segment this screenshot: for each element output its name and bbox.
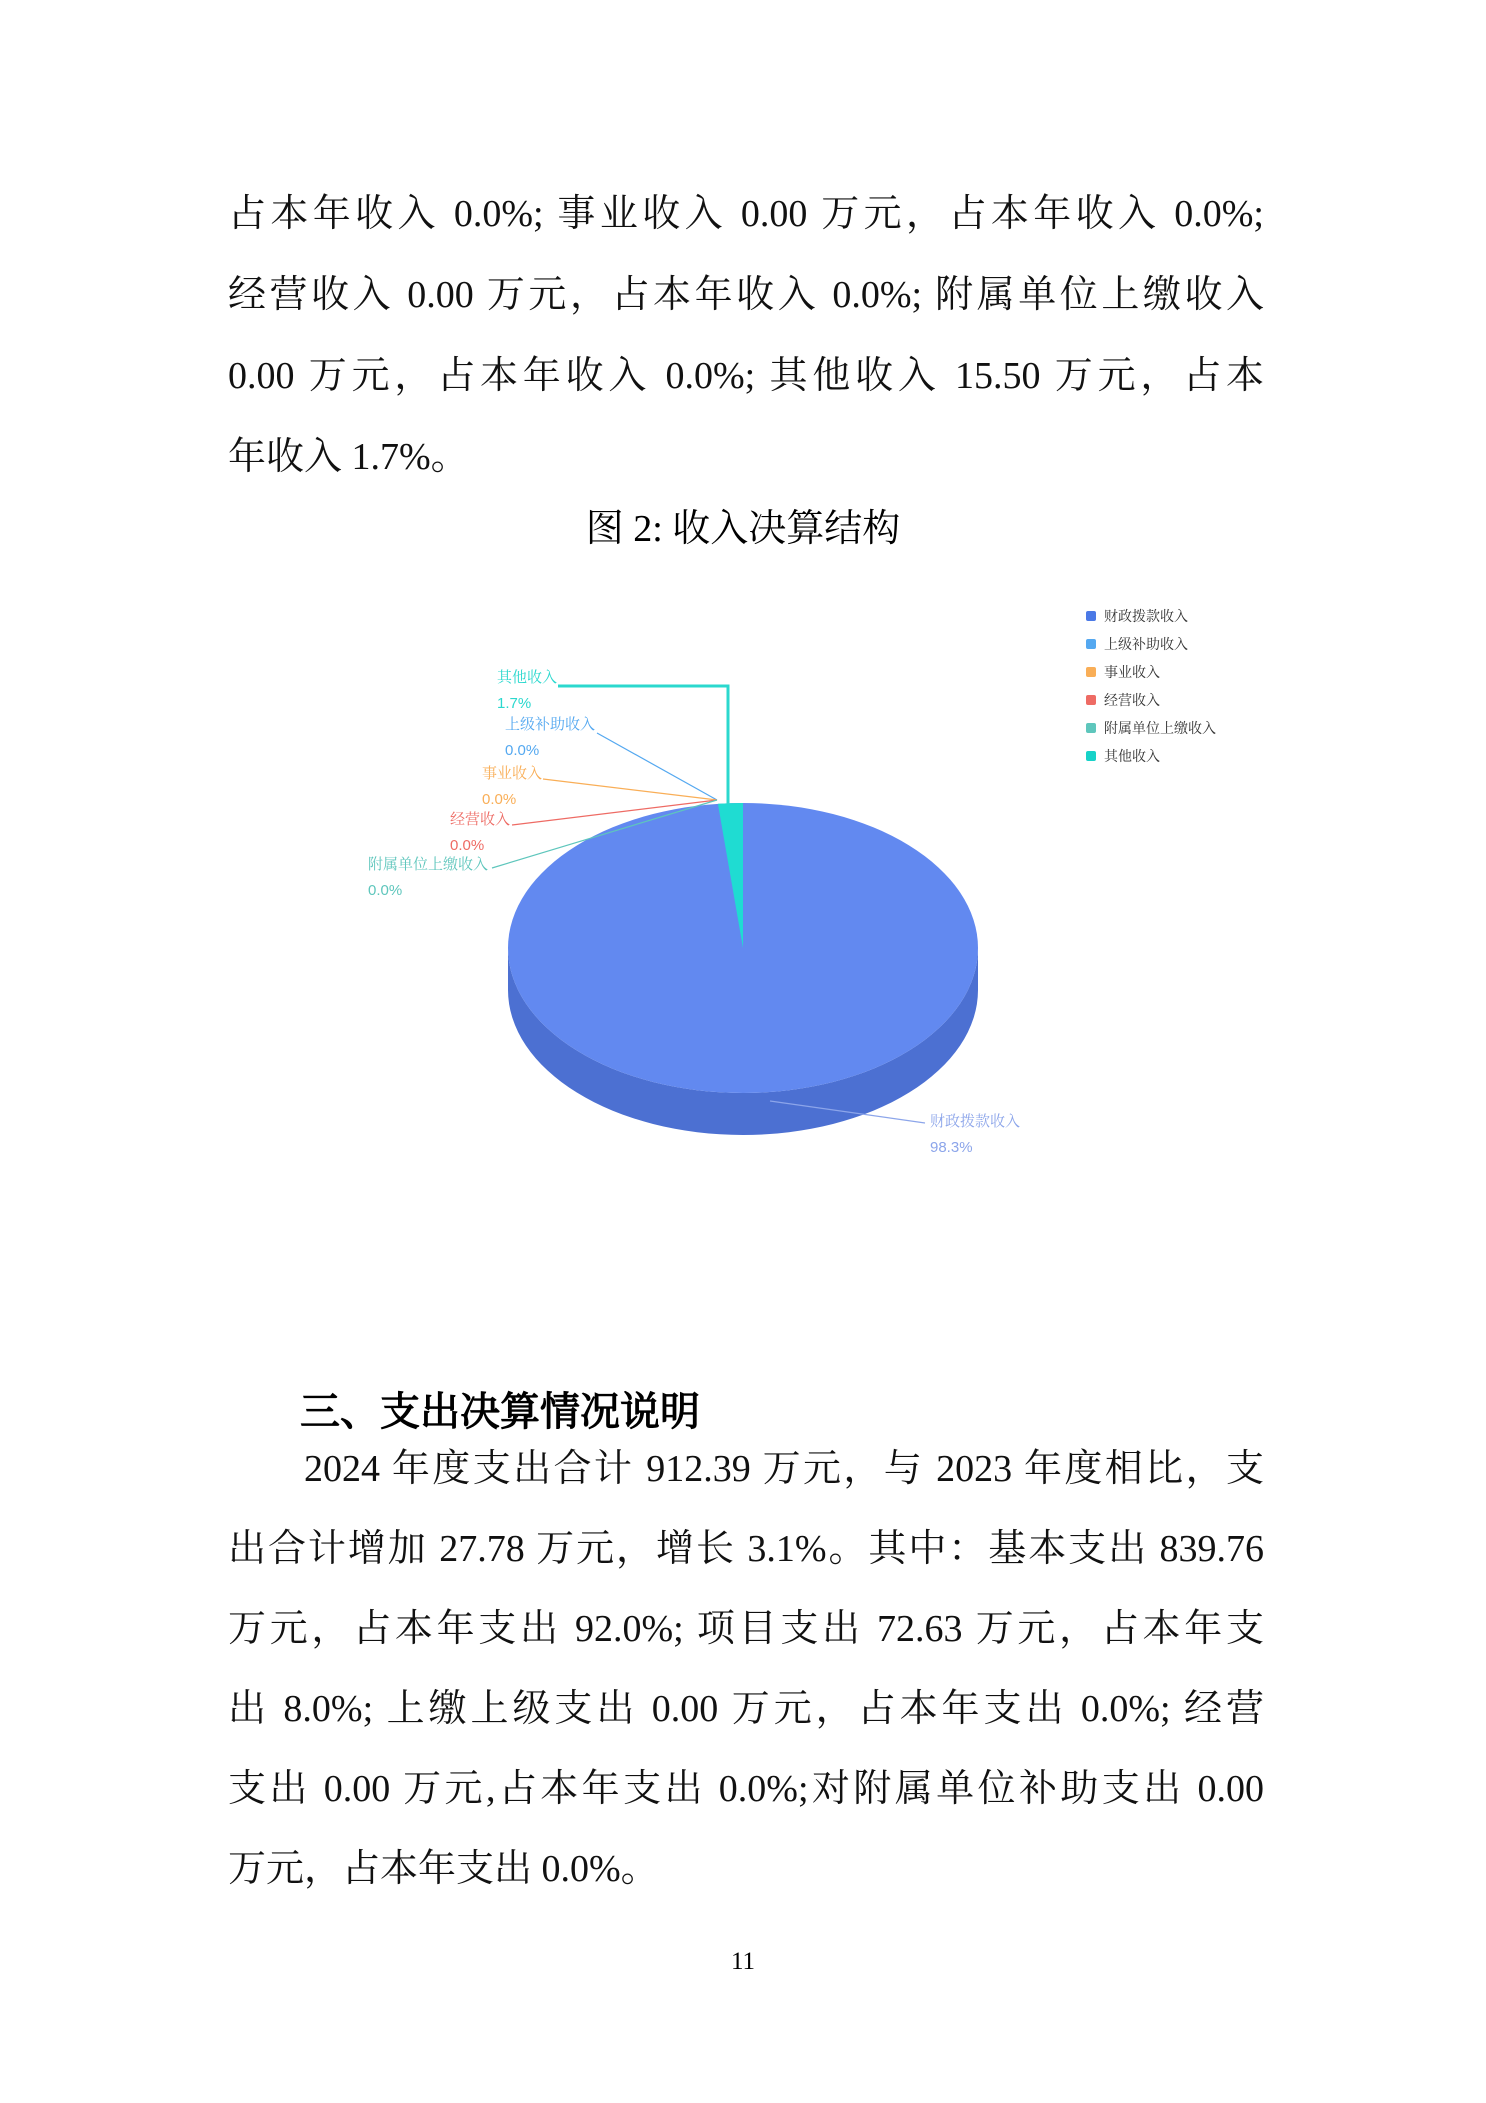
callout-percent: 98.3% [930,1139,973,1156]
callout-category: 事业收入 [482,765,543,782]
legend-item [1086,686,1216,714]
pie-callout-label [368,852,488,904]
legend-swatch-icon [1086,611,1096,621]
text-line: 占本年收入 0.0%; 事业收入 0.00 万元，占本年收入 0.0%; [228,193,1264,235]
pie-callout-label [930,1109,1020,1161]
callout-category: 附属单位上缴收入 [368,856,489,873]
callout-percent: 0.0% [368,882,403,899]
paragraph-expenditure [228,1429,1264,1909]
figure-caption: 图 2: 收入决算结构 [585,508,901,550]
callout-leader-line [597,733,717,800]
callout-category: 经营收入 [450,811,511,828]
callout-percent: 1.7% [497,695,532,712]
pie-chart-svg [0,560,1486,1220]
legend-swatch-icon [1086,723,1096,733]
paragraph-income [228,174,1264,498]
callout-leader-line [543,779,717,800]
legend-item [1086,742,1216,770]
text-line: 出合计增加 27.78 万元，增长 3.1%。其中：基本支出 839.76 [228,1528,1264,1570]
legend-label: 经营收入 [1104,692,1160,708]
text-line: 出 8.0%; 上缴上级支出 0.00 万元，占本年支出 0.0%; 经营 [228,1688,1264,1730]
legend-label: 上级补助收入 [1104,636,1188,652]
legend-swatch-icon [1086,751,1096,761]
income-pie-chart [0,560,1486,1220]
callout-percent: 0.0% [482,791,517,808]
callout-percent: 0.0% [505,742,540,759]
pie-callout-label [497,665,557,717]
text-line: 支出 0.00 万元,占本年支出 0.0%;对附属单位补助支出 0.00 [228,1768,1264,1810]
pie-callout-label [505,712,595,764]
chart-legend [1086,602,1216,770]
legend-label: 其他收入 [1104,748,1160,764]
legend-item [1086,714,1216,742]
section-heading: 三、支出决算情况说明 [300,1390,700,1434]
legend-item [1086,658,1216,686]
legend-swatch-icon [1086,667,1096,677]
legend-label: 事业收入 [1104,664,1160,680]
callout-category: 上级补助收入 [505,716,596,733]
page-number: 11 [730,1948,756,1975]
legend-label: 财政拨款收入 [1104,608,1188,624]
callout-category: 其他收入 [497,669,558,686]
legend-item [1086,602,1216,630]
text-line: 万元，占本年支出 92.0%; 项目支出 72.63 万元，占本年支 [228,1608,1264,1650]
text-line: 万元，占本年支出 0.0%。 [228,1848,659,1890]
legend-swatch-icon [1086,695,1096,705]
legend-label: 附属单位上缴收入 [1104,720,1216,736]
text-line: 0.00 万元，占本年收入 0.0%; 其他收入 15.50 万元，占本 [228,355,1264,397]
callout-percent: 0.0% [450,837,485,854]
legend-swatch-icon [1086,639,1096,649]
text-line: 2024 年度支出合计 912.39 万元，与 2023 年度相比，支 [304,1448,1264,1490]
legend-item [1086,630,1216,658]
text-line: 经营收入 0.00 万元，占本年收入 0.0%; 附属单位上缴收入 [228,274,1264,316]
pie-callout-label [482,761,542,813]
text-line: 年收入 1.7%。 [228,436,469,478]
callout-category: 财政拨款收入 [930,1113,1021,1130]
